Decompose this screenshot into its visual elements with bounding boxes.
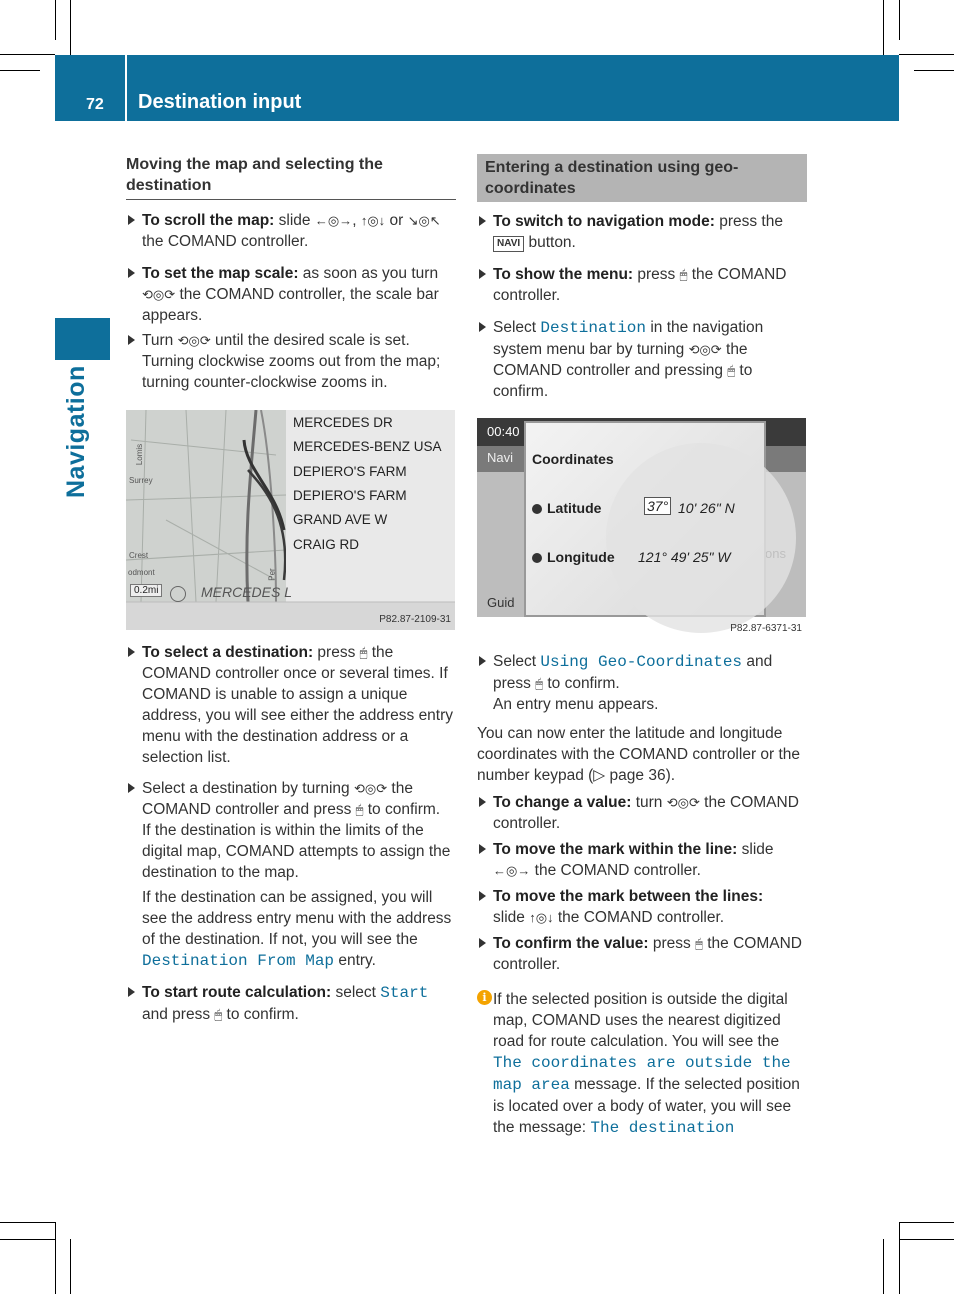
latitude-degree-field[interactable]: 37°: [644, 497, 671, 515]
instruction-item: [126, 210, 456, 252]
coordinates-dialog: [524, 421, 766, 617]
map-street-label: odmont: [128, 568, 155, 577]
instruction-label: To scroll the map:: [142, 212, 275, 229]
info-note: [477, 989, 807, 1139]
instruction-item: [477, 211, 807, 253]
text: and press: [142, 1006, 215, 1023]
controller-press-icon: 🖱: [214, 1007, 223, 1022]
controller-slide-ud-icon: ↑◎↓: [360, 213, 386, 228]
controller-turn-icon: ⟲◎⟳: [688, 342, 722, 357]
left-column: [126, 154, 456, 393]
instruction-item: [477, 317, 807, 402]
controller-turn-icon: ⟲◎⟳: [666, 795, 700, 810]
map-list-item: MERCEDES-BENZ USA: [293, 439, 442, 454]
text: the COMAND controller and press: [142, 780, 413, 818]
map-scale-bar: 0.2mi: [130, 584, 162, 597]
text: to confirm.: [543, 675, 620, 692]
instruction-item: [477, 933, 807, 975]
text: the COMAND controller.: [530, 862, 701, 879]
side-tab-label: Navigation: [62, 365, 90, 498]
map-list-item: CRAIG RD: [293, 537, 360, 552]
instruction-label: To start route calculation:: [142, 984, 332, 1001]
menu-item-ref: Destination: [540, 319, 647, 337]
controller-press-icon: 🖱: [727, 363, 736, 378]
coordinates-screenshot: [477, 418, 806, 638]
section-heading: Moving the map and selecting the destination: [126, 154, 456, 200]
screen-navi-label: Navi: [487, 450, 514, 465]
longitude-value: 121° 49' 25" W: [638, 549, 731, 565]
section-heading: Entering a destination using geo-coordinates: [477, 154, 807, 202]
crop-mark: [0, 1239, 55, 1240]
crop-mark: [899, 1222, 900, 1294]
instruction-item: [477, 651, 807, 715]
crop-mark: [70, 1239, 71, 1294]
page-number: 72: [86, 96, 104, 113]
compass-icon: [170, 586, 186, 602]
crop-mark: [899, 1222, 954, 1223]
crop-mark: [0, 54, 55, 55]
map-list-item: GRAND AVE W: [293, 512, 388, 527]
crop-mark: [899, 54, 954, 55]
text: to confirm.: [493, 362, 753, 400]
instruction-label: To move the mark between the lines:: [493, 888, 764, 905]
text: the COMAND controller.: [493, 794, 799, 832]
text: slide: [274, 212, 315, 229]
crop-mark: [70, 0, 71, 55]
controller-slide-diag-icon: ↘◎↖: [407, 213, 441, 228]
longitude-label: Longitude: [547, 549, 615, 565]
bullet-icon: [532, 504, 542, 514]
latitude-label: Latitude: [547, 500, 602, 516]
map-street-label: Surrey: [129, 476, 153, 485]
text: press: [313, 644, 360, 661]
controller-slide-lr-icon: ←◎→: [314, 213, 353, 228]
text: the COMAND controller.: [142, 233, 309, 250]
right-column-lower: [477, 641, 807, 1139]
text: message. If the selected position is located over a body of water, you will see the message:: [493, 1076, 800, 1136]
result-text: If the destination is within the limits of the digital map, COMAND attempts to assign the destination to the map.: [142, 822, 451, 881]
menu-item-ref: Using Geo-Coordinates: [540, 653, 743, 671]
text: to confirm.: [363, 801, 441, 818]
paragraph: You can now enter the latitude and longitude coordinates with the COMAND controller or the number keypad (▷ page 36).: [477, 725, 801, 784]
result-text: Turning clockwise zooms out from the map; turning counter-clockwise zooms in.: [142, 353, 441, 391]
instruction-label: To select a destination:: [142, 644, 314, 661]
text: select: [331, 984, 381, 1001]
crop-mark: [883, 0, 884, 55]
controller-slide-lr-icon: ←◎→: [493, 863, 531, 878]
instruction-item: [126, 263, 456, 326]
result-text: An entry menu appears.: [493, 696, 659, 713]
map-street-label: Per: [267, 568, 277, 581]
instruction-label: To confirm the value:: [493, 935, 649, 952]
result-text: [142, 887, 456, 972]
message-ref: The coordinates are outside the map area: [493, 1054, 791, 1094]
page-title: Destination input: [138, 91, 302, 113]
text: and press: [493, 653, 773, 692]
instruction-item: [126, 642, 456, 768]
text: press the: [714, 213, 783, 230]
menu-item-ref: Destination From Map: [142, 952, 335, 970]
crop-mark: [0, 70, 40, 71]
text: to confirm.: [222, 1006, 299, 1023]
text: the COMAND controller.: [493, 935, 802, 973]
instruction-item: [126, 330, 456, 393]
crop-mark: [914, 70, 954, 71]
text: turn: [631, 794, 667, 811]
screen-time: 00:40: [487, 424, 520, 439]
controller-press-icon: 🖱: [679, 267, 688, 282]
controller-press-icon: 🖱: [535, 676, 544, 691]
navi-button-icon: NAVI: [493, 236, 524, 252]
map-street-label: Crest: [129, 551, 149, 560]
map-list-item: DEPIERO'S FARM: [293, 488, 407, 503]
controller-turn-icon: ⟲◎⟳: [177, 333, 211, 348]
map-list-item: DEPIERO'S FARM: [293, 464, 407, 479]
controller-slide-ud-icon: ↑◎↓: [529, 910, 554, 925]
controller-press-icon: 🖱: [695, 936, 703, 951]
map-street-label: Lomis: [135, 443, 145, 466]
map-list-item: MERCEDES DR: [293, 415, 393, 430]
text: Select: [493, 319, 541, 336]
text: If the destination can be assigned, you will see the address entry menu with the address of the destination. If not, you will see the: [142, 889, 452, 948]
crop-mark: [55, 0, 56, 40]
text: press: [633, 266, 680, 283]
instruction-item: [477, 264, 807, 306]
globe-graphic: [606, 443, 796, 633]
text: Select: [493, 653, 541, 670]
latitude-value: 10' 26" N: [678, 500, 735, 516]
map-current-street: MERCEDES L: [201, 584, 293, 600]
text: the COMAND controller, the scale bar appears.: [142, 286, 439, 324]
instruction-label: To show the menu:: [493, 266, 634, 283]
text: in the navigation system menu bar by turning: [493, 319, 764, 358]
text: until the desired scale is set.: [210, 332, 410, 349]
message-ref: The destination: [590, 1119, 735, 1137]
text: the COMAND controller.: [553, 909, 725, 926]
text: slide: [737, 841, 774, 858]
controller-turn-icon: ⟲◎⟳: [142, 287, 176, 302]
bullet-icon: [532, 553, 542, 563]
text: or: [385, 212, 408, 229]
menu-item-ref: Start: [380, 984, 429, 1002]
dialog-title: Coordinates: [532, 451, 614, 467]
text: entry.: [334, 952, 376, 969]
controller-press-icon: 🖱: [359, 645, 368, 660]
text: the COMAND controller and pressing: [493, 341, 748, 379]
figure-caption: P82.87-2109-31: [379, 614, 451, 625]
crop-mark: [0, 1222, 55, 1223]
instruction-label: To switch to navigation mode:: [493, 213, 715, 230]
left-column-lower: [126, 632, 456, 1025]
instruction-item: [126, 982, 456, 1025]
text: If the selected position is outside the digital map, COMAND uses the nearest digitized road for route calculation. You will see the: [493, 991, 788, 1050]
text: Turn: [142, 332, 178, 349]
instruction-item: [477, 839, 807, 881]
text: Select a destination by turning: [142, 780, 354, 797]
controller-turn-icon: ⟲◎⟳: [353, 781, 388, 796]
side-tab-marker: [55, 318, 110, 360]
instruction-label: To change a value:: [493, 794, 632, 811]
text: button.: [524, 234, 576, 251]
crop-mark: [55, 1222, 56, 1294]
screen-guid-label: Guid: [487, 595, 515, 610]
instruction-label: To set the map scale:: [142, 265, 299, 282]
text: the COMAND controller.: [493, 266, 787, 304]
map-screenshot: [126, 410, 455, 630]
text: as soon as you turn: [298, 265, 439, 282]
crop-mark: [883, 1239, 884, 1294]
instruction-item: [126, 778, 456, 972]
instruction-item: [477, 886, 807, 928]
instruction-item: [477, 792, 807, 834]
text: ,: [352, 212, 361, 229]
controller-press-icon: 🖱: [355, 802, 364, 817]
crop-mark: [899, 0, 900, 40]
text: slide: [493, 909, 530, 926]
info-icon: i: [477, 990, 492, 1005]
figure-caption: P82.87-6371-31: [730, 623, 802, 634]
crop-mark: [899, 1239, 954, 1240]
header-separator: [125, 55, 127, 121]
text: press: [648, 935, 696, 952]
instruction-label: To move the mark within the line:: [493, 841, 738, 858]
right-column: [477, 154, 807, 402]
text: the COMAND controller once or several times. If COMAND is unable to assign a unique address, you will see either the address entry menu with the destination address or a selection list.: [142, 644, 454, 766]
